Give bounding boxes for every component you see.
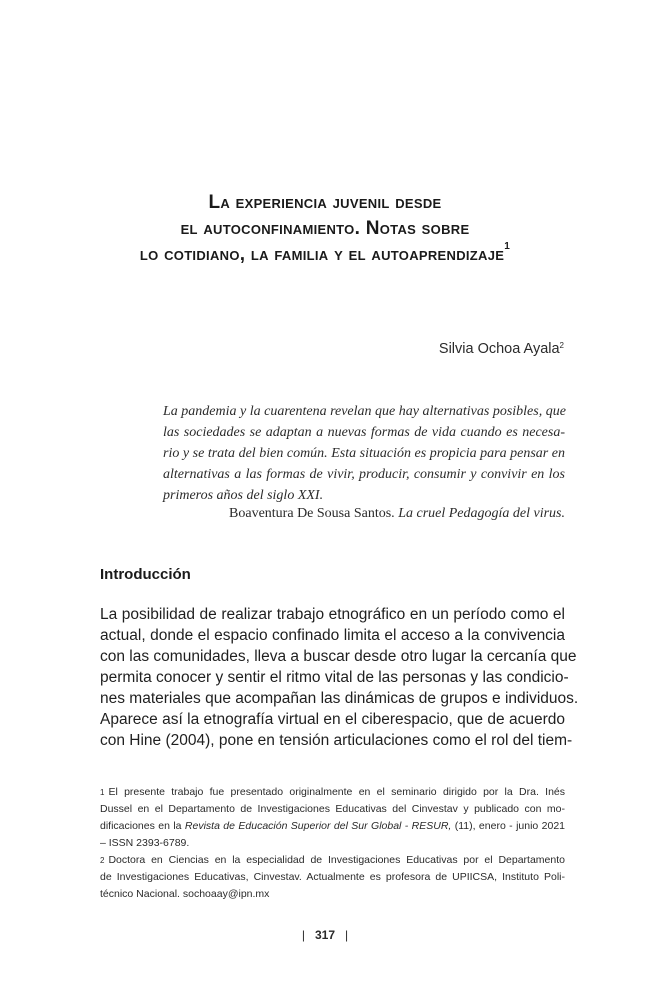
page-separator-right: | [345, 928, 349, 942]
author-name-text: Silvia Ochoa Ayala [438, 341, 560, 357]
footnote-2-line: técnico Nacional. sochoaay@ipn.mx [100, 888, 270, 900]
body-line: La posibilidad de realizar trabajo etnográfico en un período como el [100, 606, 565, 623]
footnote-1-mark: 1 [100, 788, 105, 797]
page-separator-left: | [301, 928, 305, 942]
footnote-1-line [100, 784, 565, 801]
page-footer [0, 928, 650, 942]
footnote-1-journal: Revista de Educación Superior del Sur Global - RESUR, [184, 820, 452, 832]
body-line: permita conocer y sentir el ritmo vital de las personas y las condicio- [100, 669, 569, 686]
footnote-1-text: El presente trabajo fue presentado originalmente en el seminario dirigido por la Dra. Inés [108, 786, 565, 798]
footnotes [100, 784, 565, 903]
footnote-2-line: de Investigaciones Educativas, Cinvestav. Actualmente es profesora de UPIICSA, Instituto Poli- [100, 871, 565, 883]
footnote-2-text: Doctora en Ciencias en la especialidad de Investigaciones Educativas por el Departamento [108, 854, 565, 866]
title-line-1: La experiencia juvenil desde [208, 192, 442, 213]
body-line: Aparece así la etnografía virtual en el ciberespacio, que de acuerdo [100, 711, 565, 728]
footnote-1-post: (11), enero - junio 2021 [454, 820, 566, 832]
footnote-1-line: Dussel en el Departamento de Investigaciones Educativas del Cinvestav y publicado con mo- [100, 803, 565, 815]
body-line: nes materiales que acompañan las dinámicas de grupos e individuos. [100, 690, 579, 707]
page-number: 317 [314, 928, 336, 942]
epigraph-line: rio y se trata del bien común. Esta situación es propicia para pensar en [163, 446, 565, 461]
author-footnote-mark[interactable]: 2 [559, 341, 564, 350]
title-line-3 [60, 242, 590, 268]
epigraph-source-title: La cruel Pedagogía del virus. [398, 506, 565, 521]
body-line: con Hine (2004), pone en tensión articulaciones como el rol del tiem- [100, 732, 573, 749]
title-footnote-mark[interactable]: 1 [504, 241, 511, 252]
epigraph-line: primeros años del siglo XXI. [163, 488, 324, 503]
body-line: actual, donde el espacio confinado limita el acceso a la convivencia [100, 627, 565, 644]
footnote-1-line: – ISSN 2393-6789. [100, 837, 190, 849]
epigraph-source-author: Boaventura De Sousa Santos. [229, 506, 395, 521]
footnote-1-line [100, 818, 565, 835]
title-line-2: el autoconfinamiento. Notas sobre [180, 218, 470, 239]
body-paragraph [100, 604, 579, 751]
epigraph-source [229, 506, 565, 522]
epigraph-line: La pandemia y la cuarentena revelan que hay alternativas posibles, que [163, 404, 566, 419]
chapter-title [60, 190, 590, 268]
epigraph [163, 401, 565, 506]
footnote-2-mark: 2 [100, 856, 105, 865]
footnote-2-line [100, 852, 565, 869]
body-line: con las comunidades, lleva a buscar desde otro lugar la cercanía que [100, 648, 577, 665]
epigraph-line: alternativas a las formas de vivir, producir, consumir y convivir en los [163, 467, 565, 482]
author-name [439, 341, 564, 357]
title-line-3-text: lo cotidiano, la familia y el autoaprendizaje [139, 244, 505, 265]
epigraph-line: las sociedades se adaptan a nuevas formas de vida cuando es necesa- [163, 425, 565, 440]
section-heading: Introducción [100, 566, 191, 583]
footnote-1-pre: dificaciones en la [100, 820, 182, 832]
